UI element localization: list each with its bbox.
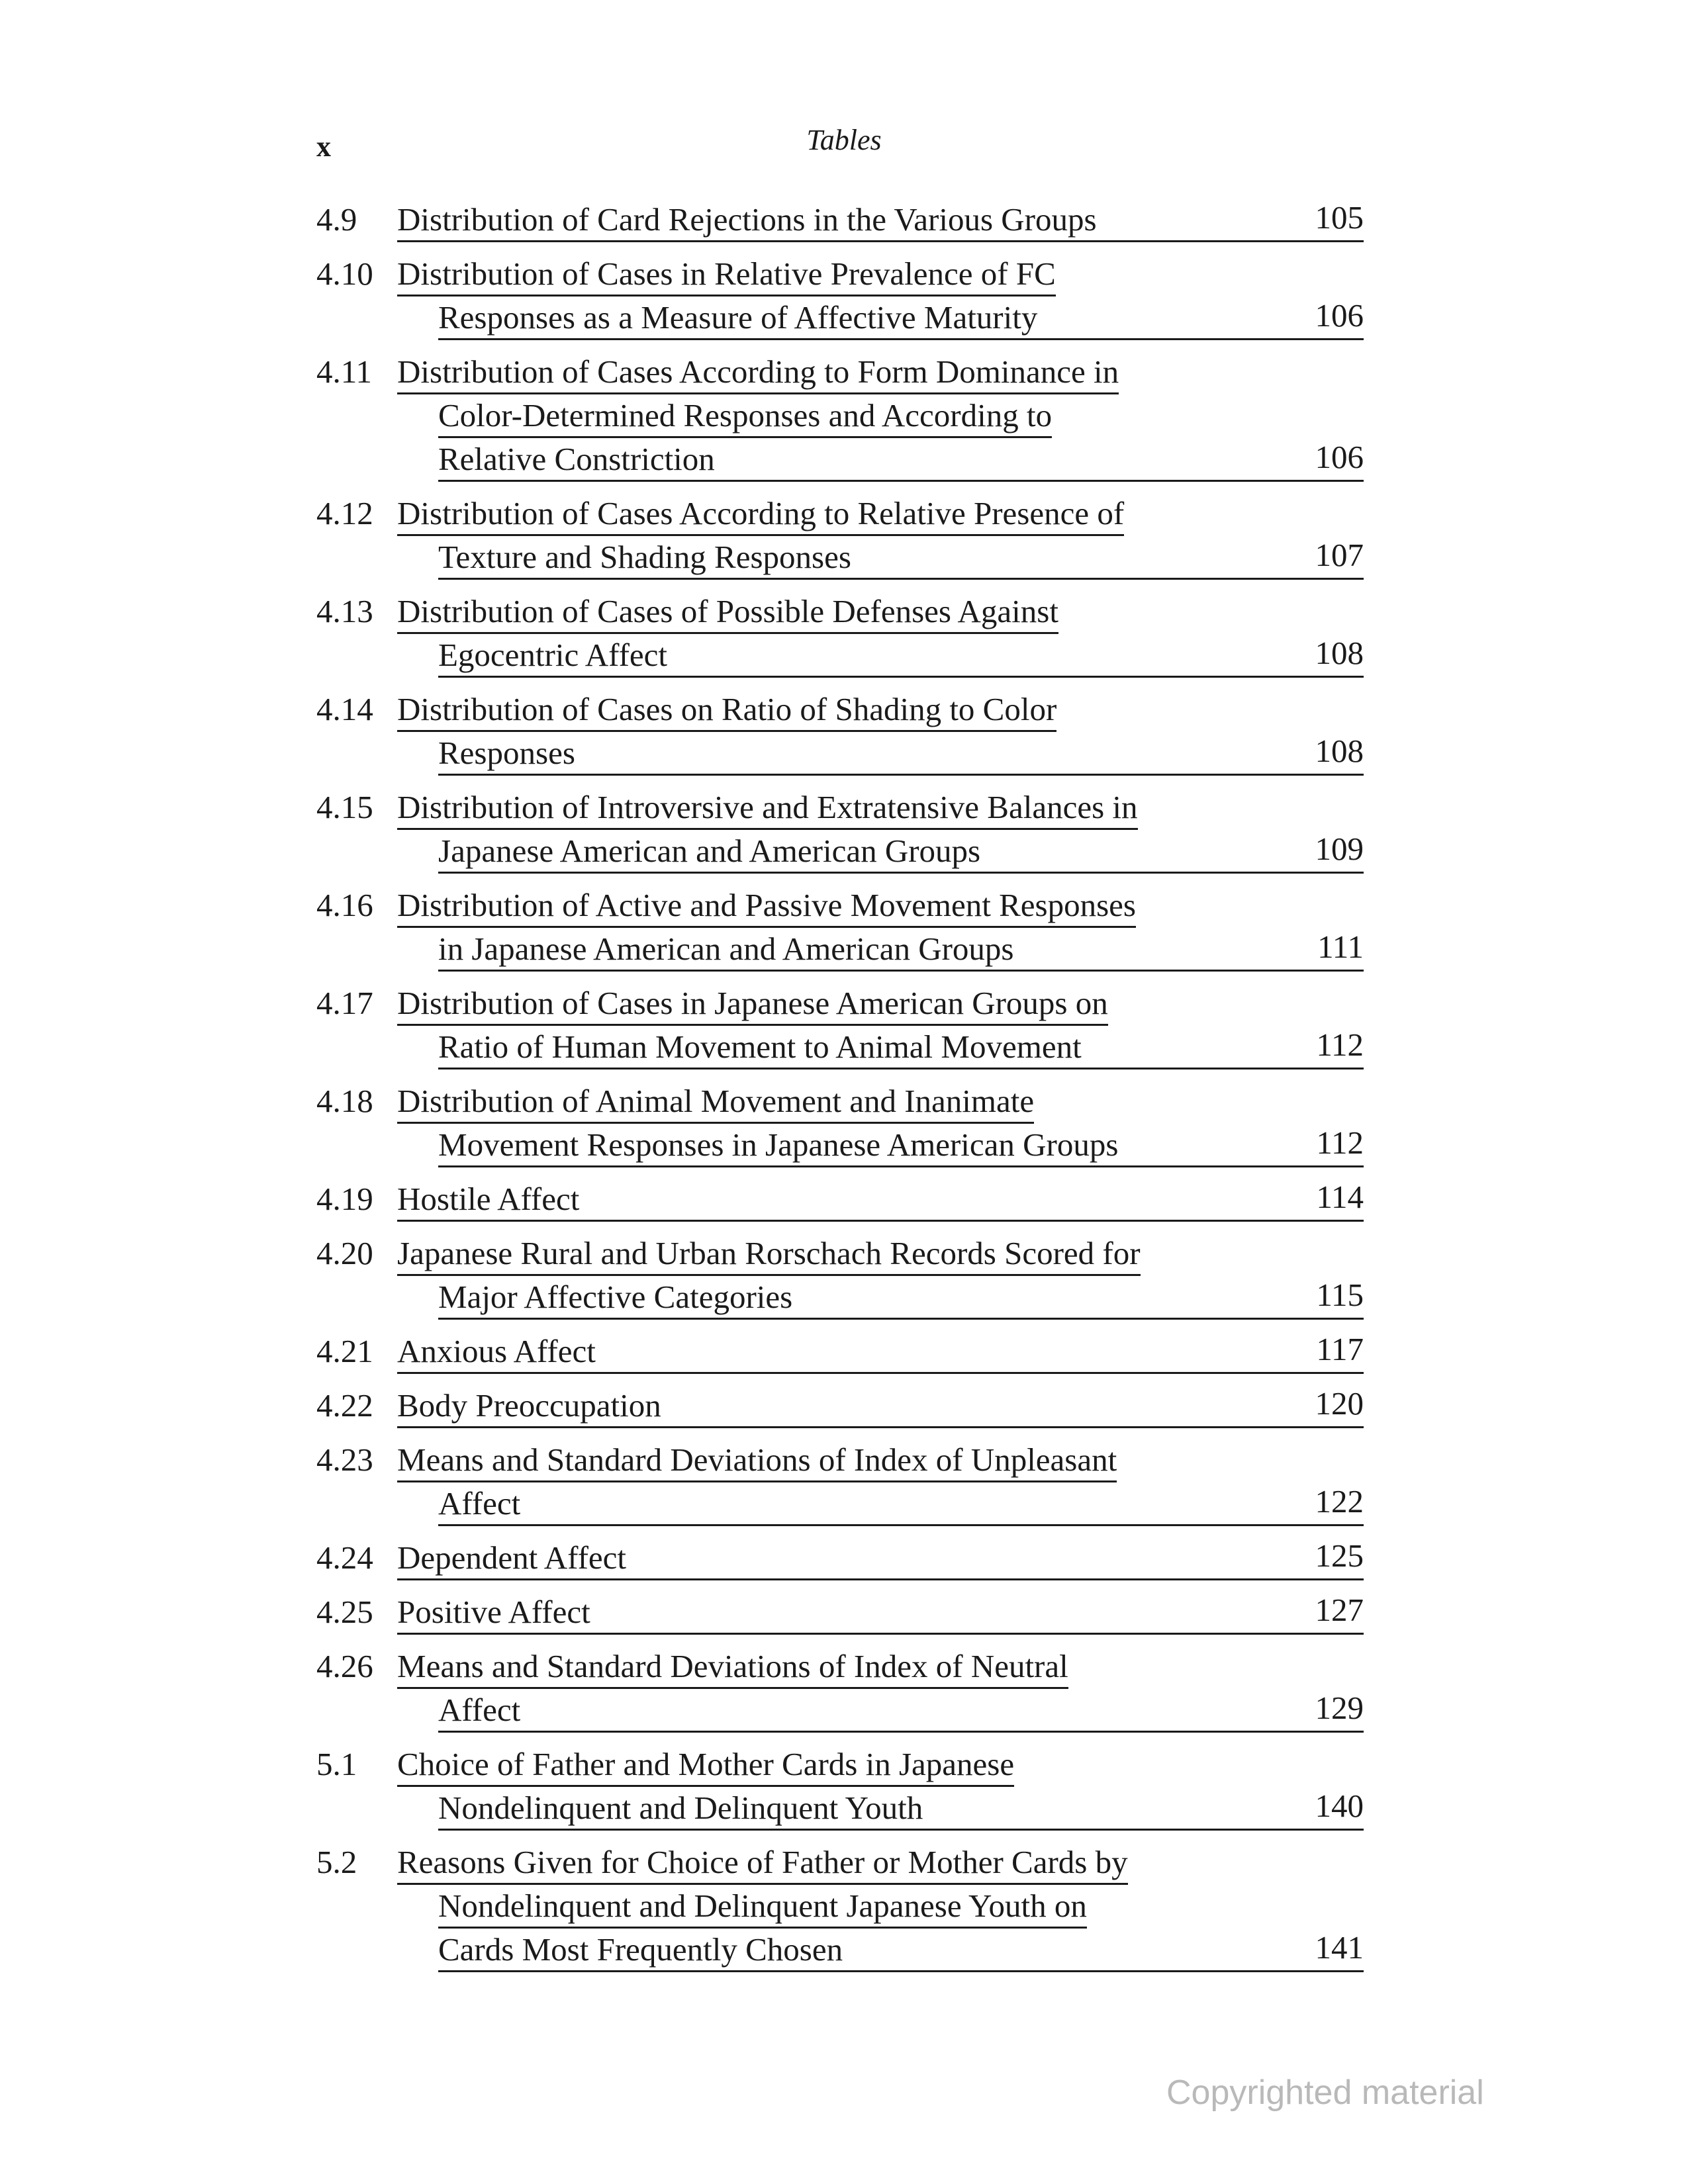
page-reference: 107 <box>1315 537 1364 573</box>
table-title-line: Egocentric Affect <box>438 637 668 673</box>
entry-line-first <box>316 1537 1364 1580</box>
entry-line-first <box>316 1178 1364 1222</box>
table-title-line: Responses as a Measure of Affective Maturity <box>438 299 1038 336</box>
page-reference: 115 <box>1316 1277 1364 1313</box>
table-title-line: Anxious Affect <box>397 1333 596 1369</box>
entry-line-first <box>316 786 1364 830</box>
page-reference: 114 <box>1316 1179 1364 1215</box>
table-title-line: Body Preoccupation <box>397 1387 661 1424</box>
table-entry <box>316 1439 1364 1526</box>
entry-line-continued <box>316 536 1364 580</box>
entry-rule <box>438 1165 1364 1167</box>
table-entry <box>316 590 1364 678</box>
entry-line-first <box>316 1439 1364 1482</box>
table-number: 4.17 <box>316 985 373 1021</box>
entry-line-first <box>316 1385 1364 1428</box>
entry-line-first <box>316 1645 1364 1689</box>
page-reference: 125 <box>1315 1537 1364 1574</box>
page-reference: 127 <box>1315 1592 1364 1628</box>
table-title-line: Distribution of Active and Passive Movement Responses <box>397 885 1136 928</box>
table-title-line: Distribution of Cases on Ratio of Shading to Color <box>397 689 1056 732</box>
table-entry <box>316 1330 1364 1374</box>
page-reference: 106 <box>1315 439 1364 475</box>
entry-rule <box>397 1372 1364 1374</box>
entry-line-continued <box>316 1482 1364 1526</box>
table-title-line: Distribution of Cases in Relative Prevalence of FC <box>397 253 1056 296</box>
table-title-line: Distribution of Card Rejections in the Various Groups <box>397 201 1097 238</box>
table-title-line: in Japanese American and American Groups <box>438 931 1014 967</box>
table-title-line: Distribution of Cases of Possible Defenses Against <box>397 591 1058 634</box>
table-number: 4.18 <box>316 1083 373 1119</box>
table-title-line: Means and Standard Deviations of Index of Unpleasant <box>397 1439 1117 1482</box>
table-title-line: Distribution of Animal Movement and Inanimate <box>397 1081 1034 1124</box>
entry-rule <box>397 1426 1364 1428</box>
table-title-line: Affect <box>438 1485 521 1522</box>
table-title-line: Reasons Given for Choice of Father or Mother Cards by <box>397 1842 1128 1885</box>
table-number: 4.9 <box>316 201 357 238</box>
entry-line-first <box>316 1591 1364 1635</box>
table-number: 4.15 <box>316 789 373 825</box>
table-number: 4.23 <box>316 1441 373 1478</box>
entry-line-first <box>316 1841 1364 1885</box>
entry-line-continued <box>316 1885 1364 1929</box>
page-reference: 111 <box>1317 929 1364 965</box>
table-title-line: Hostile Affect <box>397 1181 580 1217</box>
table-title-line: Distribution of Introversive and Extratensive Balances in <box>397 787 1138 830</box>
table-number: 4.10 <box>316 255 373 292</box>
entry-line-first <box>316 351 1364 394</box>
page-reference: 141 <box>1315 1929 1364 1966</box>
table-title-line: Choice of Father and Mother Cards in Japanese <box>397 1744 1014 1787</box>
entry-rule <box>438 774 1364 776</box>
table-entry <box>316 1178 1364 1222</box>
table-title-line: Relative Constriction <box>438 441 715 477</box>
table-title-line: Distribution of Cases in Japanese American Groups on <box>397 983 1108 1026</box>
page-reference: 122 <box>1315 1483 1364 1520</box>
table-entry <box>316 688 1364 776</box>
table-entry <box>316 1537 1364 1580</box>
table-number: 5.1 <box>316 1746 357 1782</box>
table-entry <box>316 1743 1364 1831</box>
entry-line-first <box>316 1080 1364 1124</box>
entry-line-first <box>316 1743 1364 1787</box>
table-entry <box>316 253 1364 340</box>
table-title-line: Major Affective Categories <box>438 1279 793 1315</box>
table-title-line: Ratio of Human Movement to Animal Movement <box>438 1028 1082 1065</box>
entry-line-continued <box>316 1124 1364 1167</box>
table-title-line: Movement Responses in Japanese American Groups <box>438 1126 1119 1163</box>
entry-rule <box>397 1220 1364 1222</box>
table-number: 4.20 <box>316 1235 373 1271</box>
page-reference: 106 <box>1315 297 1364 334</box>
table-number: 4.21 <box>316 1333 373 1369</box>
table-title-line: Dependent Affect <box>397 1539 627 1576</box>
table-entry <box>316 1591 1364 1635</box>
table-title-line: Texture and Shading Responses <box>438 539 851 575</box>
page-reference: 109 <box>1315 831 1364 867</box>
table-title-line: Means and Standard Deviations of Index of Neutral <box>397 1646 1068 1689</box>
entry-rule <box>438 872 1364 874</box>
entry-line-first <box>316 1330 1364 1374</box>
entry-line-first <box>316 590 1364 634</box>
entry-rule <box>397 1633 1364 1635</box>
table-title-line: Cards Most Frequently Chosen <box>438 1931 843 1968</box>
table-number: 4.25 <box>316 1594 373 1630</box>
entry-line-continued <box>316 1929 1364 1972</box>
table-number: 4.13 <box>316 593 373 629</box>
entry-rule <box>438 480 1364 482</box>
entry-line-continued <box>316 1689 1364 1733</box>
entry-line-first <box>316 884 1364 928</box>
table-number: 4.11 <box>316 353 372 390</box>
table-number: 4.26 <box>316 1648 373 1684</box>
table-title-line: Distribution of Cases According to Form Dominance in <box>397 351 1119 394</box>
entry-rule <box>438 338 1364 340</box>
page-reference: 140 <box>1315 1788 1364 1824</box>
table-title-line: Color-Determined Responses and According to <box>438 395 1052 438</box>
table-entry <box>316 1645 1364 1733</box>
entry-line-first <box>316 253 1364 296</box>
page-reference: 117 <box>1316 1331 1364 1367</box>
table-number: 5.2 <box>316 1844 357 1880</box>
entry-line-first <box>316 982 1364 1026</box>
entry-rule <box>438 1731 1364 1733</box>
entry-line-first <box>316 1232 1364 1276</box>
entry-rule <box>438 970 1364 972</box>
table-title-line: Japanese American and American Groups <box>438 833 981 869</box>
page-reference: 120 <box>1315 1385 1364 1422</box>
running-head: Tables <box>806 124 882 156</box>
entry-line-first <box>316 688 1364 732</box>
entry-line-first <box>316 492 1364 536</box>
entry-line-first <box>316 199 1364 242</box>
page-reference: 129 <box>1315 1690 1364 1726</box>
table-number: 4.24 <box>316 1539 373 1576</box>
page-reference: 108 <box>1315 635 1364 671</box>
table-entry <box>316 982 1364 1069</box>
table-title-line: Positive Affect <box>397 1594 590 1630</box>
entry-line-continued <box>316 732 1364 776</box>
entry-rule <box>397 1578 1364 1580</box>
entry-line-continued <box>316 438 1364 482</box>
entry-rule <box>438 1318 1364 1320</box>
entry-rule <box>438 1068 1364 1069</box>
table-title-line: Distribution of Cases According to Relative Presence of <box>397 493 1124 536</box>
table-entry <box>316 1385 1364 1428</box>
table-list <box>316 199 1364 1983</box>
page-reference: 112 <box>1316 1124 1364 1161</box>
page-number: x <box>316 130 331 163</box>
table-entry <box>316 492 1364 580</box>
page-reference: 108 <box>1315 733 1364 769</box>
page-reference: 112 <box>1316 1026 1364 1063</box>
table-title-line: Affect <box>438 1692 521 1728</box>
table-entry <box>316 1080 1364 1167</box>
entry-rule <box>438 1970 1364 1972</box>
entry-rule <box>438 676 1364 678</box>
entry-rule <box>438 1524 1364 1526</box>
entry-line-continued <box>316 1276 1364 1320</box>
page-reference: 105 <box>1315 199 1364 236</box>
entry-line-continued <box>316 830 1364 874</box>
entry-rule <box>397 240 1364 242</box>
table-number: 4.16 <box>316 887 373 923</box>
table-entry <box>316 786 1364 874</box>
table-entry <box>316 1232 1364 1320</box>
table-entry <box>316 199 1364 242</box>
table-number: 4.12 <box>316 495 373 531</box>
table-title-line: Nondelinquent and Delinquent Youth <box>438 1790 923 1826</box>
entry-line-continued <box>316 634 1364 678</box>
table-number: 4.22 <box>316 1387 373 1424</box>
table-number: 4.14 <box>316 691 373 727</box>
table-title-line: Japanese Rural and Urban Rorschach Records Scored for <box>397 1233 1141 1276</box>
entry-rule <box>438 578 1364 580</box>
table-number: 4.19 <box>316 1181 373 1217</box>
table-entry <box>316 1841 1364 1972</box>
copyright-watermark: Copyrighted material <box>1166 2073 1484 2112</box>
entry-line-continued <box>316 928 1364 972</box>
entry-line-continued <box>316 296 1364 340</box>
table-entry <box>316 351 1364 482</box>
entry-rule <box>438 1829 1364 1831</box>
entry-line-continued <box>316 1026 1364 1069</box>
table-entry <box>316 884 1364 972</box>
table-title-line: Nondelinquent and Delinquent Japanese Youth on <box>438 1886 1087 1929</box>
entry-line-continued <box>316 1787 1364 1831</box>
table-title-line: Responses <box>438 735 575 771</box>
entry-line-continued <box>316 394 1364 438</box>
